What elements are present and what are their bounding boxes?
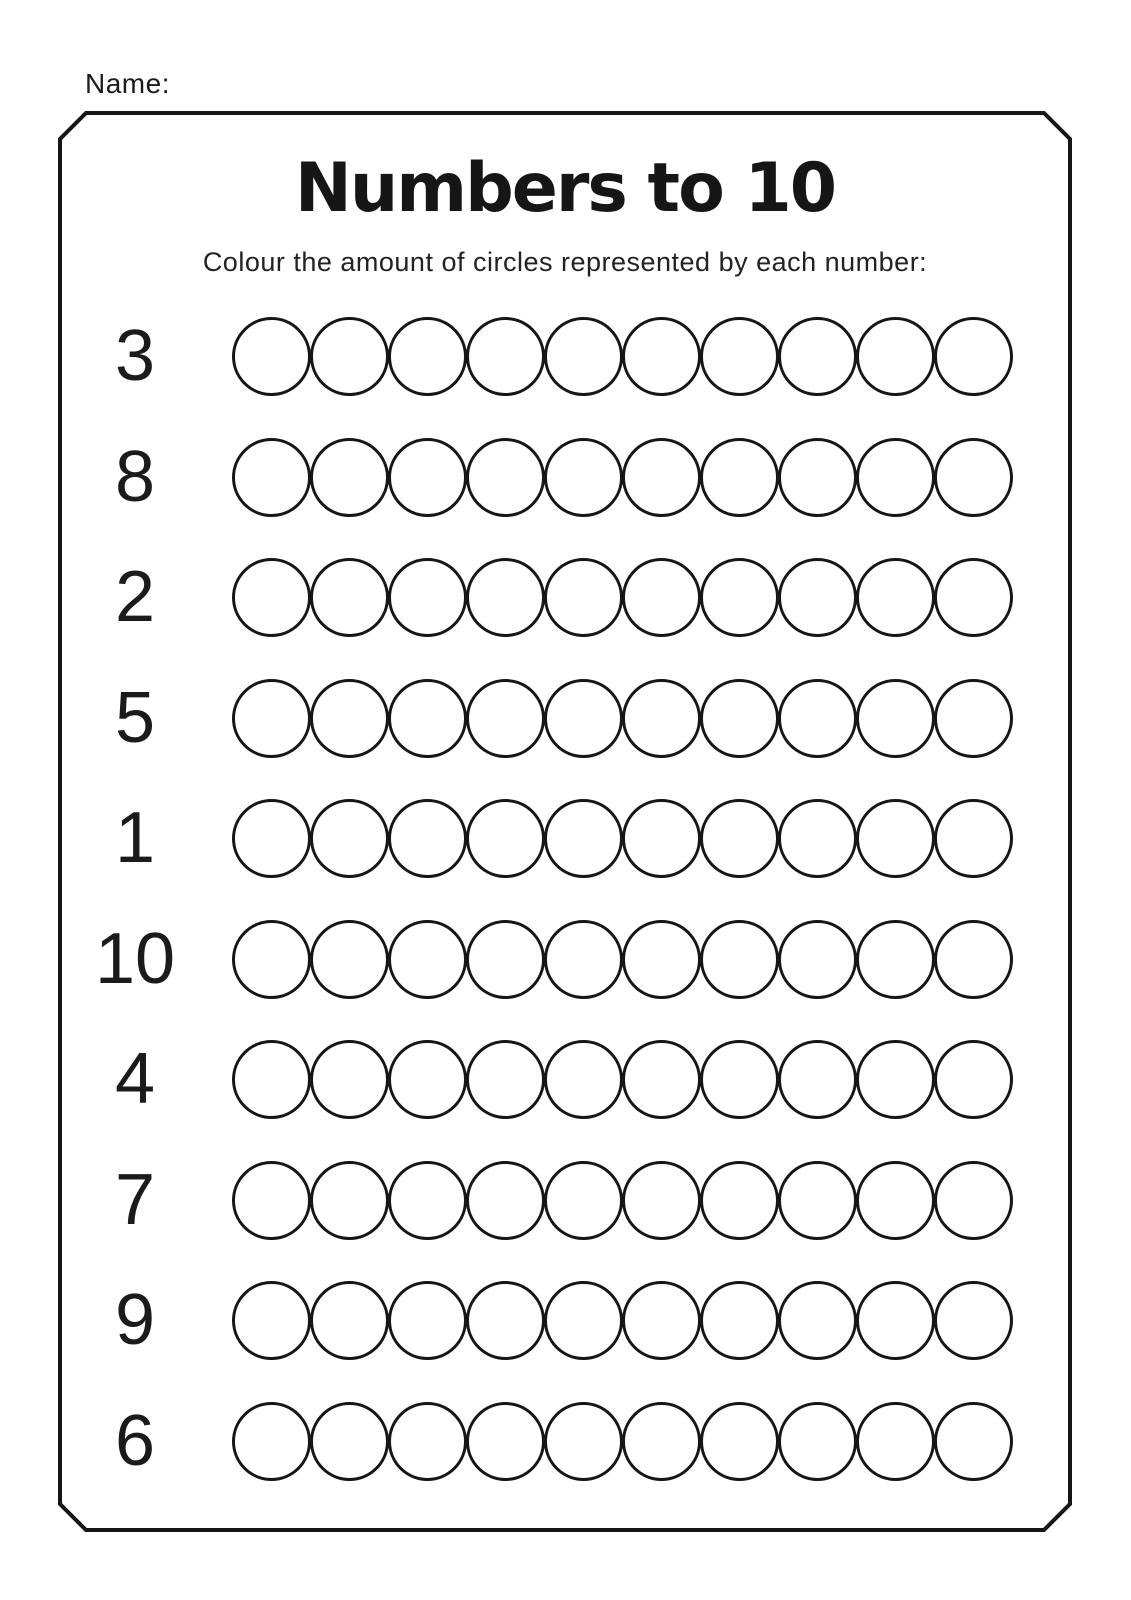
- colour-circle[interactable]: [700, 317, 779, 396]
- row-number: 3: [114, 316, 156, 396]
- row-spacer: [210, 959, 232, 960]
- colour-circle[interactable]: [388, 438, 467, 517]
- circle-strip: [232, 1281, 1013, 1360]
- circle-strip: [232, 438, 1013, 517]
- colour-circle[interactable]: [934, 438, 1013, 517]
- colour-circle[interactable]: [778, 438, 857, 517]
- worksheet-row: [60, 1281, 1013, 1360]
- colour-circle[interactable]: [388, 679, 467, 758]
- colour-circle[interactable]: [544, 1040, 623, 1119]
- page-title: Numbers to 10: [294, 149, 836, 228]
- colour-circle[interactable]: [700, 1161, 779, 1240]
- colour-circle[interactable]: [544, 317, 623, 396]
- row-number: 10: [94, 918, 176, 999]
- colour-circle[interactable]: [622, 317, 701, 396]
- colour-circle[interactable]: [232, 1161, 311, 1240]
- colour-circle[interactable]: [388, 1161, 467, 1240]
- colour-circle[interactable]: [544, 1281, 623, 1360]
- colour-circle[interactable]: [622, 920, 701, 999]
- colour-circle[interactable]: [466, 1161, 545, 1240]
- colour-circle[interactable]: [856, 1161, 935, 1240]
- colour-circle[interactable]: [310, 1402, 389, 1481]
- colour-circle[interactable]: [700, 679, 779, 758]
- worksheet-rows: [60, 317, 1013, 1481]
- circle-strip: [232, 920, 1013, 999]
- worksheet-row: [60, 1040, 1013, 1119]
- colour-circle[interactable]: [622, 438, 701, 517]
- colour-circle[interactable]: [232, 799, 311, 878]
- row-number: 4: [114, 1039, 156, 1119]
- colour-circle[interactable]: [856, 438, 935, 517]
- colour-circle[interactable]: [934, 920, 1013, 999]
- row-number: 6: [114, 1400, 156, 1481]
- colour-circle[interactable]: [700, 438, 779, 517]
- colour-circle[interactable]: [934, 799, 1013, 878]
- row-number: 7: [114, 1159, 156, 1240]
- instruction-text: Colour the amount of circles represented by each number:: [202, 247, 928, 277]
- row-number: 2: [114, 557, 156, 637]
- colour-circle[interactable]: [310, 438, 389, 517]
- colour-circle[interactable]: [700, 799, 779, 878]
- colour-circle[interactable]: [778, 679, 857, 758]
- row-number: 5: [114, 677, 156, 758]
- colour-circle[interactable]: [544, 438, 623, 517]
- colour-circle[interactable]: [700, 558, 779, 637]
- colour-circle[interactable]: [622, 799, 701, 878]
- circle-strip: [232, 679, 1013, 758]
- worksheet-row: [60, 679, 1013, 758]
- row-spacer: [210, 356, 232, 357]
- colour-circle[interactable]: [700, 1040, 779, 1119]
- colour-circle[interactable]: [778, 1402, 857, 1481]
- colour-circle[interactable]: [310, 1040, 389, 1119]
- row-number: 8: [114, 436, 156, 517]
- colour-circle[interactable]: [856, 1281, 935, 1360]
- row-spacer: [210, 1200, 232, 1201]
- colour-circle[interactable]: [622, 558, 701, 637]
- colour-circle[interactable]: [856, 558, 935, 637]
- colour-circle[interactable]: [700, 1281, 779, 1360]
- colour-circle[interactable]: [310, 1281, 389, 1360]
- colour-circle[interactable]: [778, 1281, 857, 1360]
- worksheet-row: [60, 1402, 1013, 1481]
- colour-circle[interactable]: [856, 920, 935, 999]
- colour-circle[interactable]: [856, 317, 935, 396]
- colour-circle[interactable]: [388, 317, 467, 396]
- colour-circle[interactable]: [856, 799, 935, 878]
- colour-circle[interactable]: [232, 1040, 311, 1119]
- colour-circle[interactable]: [388, 920, 467, 999]
- colour-circle[interactable]: [466, 1402, 545, 1481]
- colour-circle[interactable]: [466, 679, 545, 758]
- name-label: Name:: [85, 68, 170, 99]
- colour-circle[interactable]: [934, 1040, 1013, 1119]
- colour-circle[interactable]: [310, 920, 389, 999]
- colour-circle[interactable]: [232, 317, 311, 396]
- circle-strip: [232, 317, 1013, 396]
- colour-circle[interactable]: [700, 1402, 779, 1481]
- colour-circle[interactable]: [310, 558, 389, 637]
- colour-circle[interactable]: [778, 1161, 857, 1240]
- colour-circle[interactable]: [232, 1281, 311, 1360]
- circle-strip: [232, 1161, 1013, 1240]
- colour-circle[interactable]: [856, 679, 935, 758]
- colour-circle[interactable]: [934, 679, 1013, 758]
- colour-circle[interactable]: [466, 799, 545, 878]
- colour-circle[interactable]: [934, 1161, 1013, 1240]
- colour-circle[interactable]: [466, 317, 545, 396]
- colour-circle[interactable]: [310, 679, 389, 758]
- colour-circle[interactable]: [466, 1040, 545, 1119]
- worksheet-row: [60, 1161, 1013, 1240]
- colour-circle[interactable]: [544, 1402, 623, 1481]
- colour-circle[interactable]: [622, 1402, 701, 1481]
- colour-circle[interactable]: [544, 920, 623, 999]
- colour-circle[interactable]: [310, 799, 389, 878]
- colour-circle[interactable]: [778, 1040, 857, 1119]
- colour-circle[interactable]: [388, 1040, 467, 1119]
- row-number: 1: [114, 798, 156, 878]
- circle-strip: [232, 558, 1013, 637]
- colour-circle[interactable]: [700, 920, 779, 999]
- colour-circle[interactable]: [232, 1402, 311, 1481]
- circle-strip: [232, 799, 1013, 878]
- colour-circle[interactable]: [544, 799, 623, 878]
- colour-circle[interactable]: [232, 920, 311, 999]
- colour-circle[interactable]: [622, 1040, 701, 1119]
- circle-strip: [232, 1040, 1013, 1119]
- row-spacer: [210, 838, 232, 839]
- colour-circle[interactable]: [622, 1161, 701, 1240]
- colour-circle[interactable]: [466, 1281, 545, 1360]
- colour-circle[interactable]: [232, 438, 311, 517]
- colour-circle[interactable]: [622, 679, 701, 758]
- worksheet-row: [60, 558, 1013, 637]
- colour-circle[interactable]: [934, 317, 1013, 396]
- colour-circle[interactable]: [544, 679, 623, 758]
- colour-circle[interactable]: [856, 1040, 935, 1119]
- colour-circle[interactable]: [778, 317, 857, 396]
- row-spacer: [210, 1320, 232, 1321]
- worksheet-row: [60, 438, 1013, 517]
- colour-circle[interactable]: [232, 679, 311, 758]
- row-spacer: [210, 597, 232, 598]
- row-spacer: [210, 1441, 232, 1442]
- colour-circle[interactable]: [232, 558, 311, 637]
- colour-circle[interactable]: [388, 558, 467, 637]
- circle-strip: [232, 1402, 1013, 1481]
- colour-circle[interactable]: [934, 1281, 1013, 1360]
- row-number: 9: [114, 1280, 156, 1360]
- worksheet-row: [60, 799, 1013, 878]
- colour-circle[interactable]: [466, 920, 545, 999]
- worksheet-row: [60, 920, 1013, 999]
- colour-circle[interactable]: [466, 438, 545, 517]
- row-spacer: [210, 1079, 232, 1080]
- row-spacer: [210, 718, 232, 719]
- colour-circle[interactable]: [466, 558, 545, 637]
- colour-circle[interactable]: [388, 1402, 467, 1481]
- colour-circle[interactable]: [388, 1281, 467, 1360]
- colour-circle[interactable]: [388, 799, 467, 878]
- colour-circle[interactable]: [856, 1402, 935, 1481]
- row-spacer: [210, 477, 232, 478]
- colour-circle[interactable]: [934, 558, 1013, 637]
- colour-circle[interactable]: [622, 1281, 701, 1360]
- colour-circle[interactable]: [934, 1402, 1013, 1481]
- colour-circle[interactable]: [310, 317, 389, 396]
- colour-circle[interactable]: [544, 558, 623, 637]
- colour-circle[interactable]: [778, 799, 857, 878]
- colour-circle[interactable]: [310, 1161, 389, 1240]
- colour-circle[interactable]: [778, 920, 857, 999]
- colour-circle[interactable]: [544, 1161, 623, 1240]
- worksheet-row: [60, 317, 1013, 396]
- colour-circle[interactable]: [778, 558, 857, 637]
